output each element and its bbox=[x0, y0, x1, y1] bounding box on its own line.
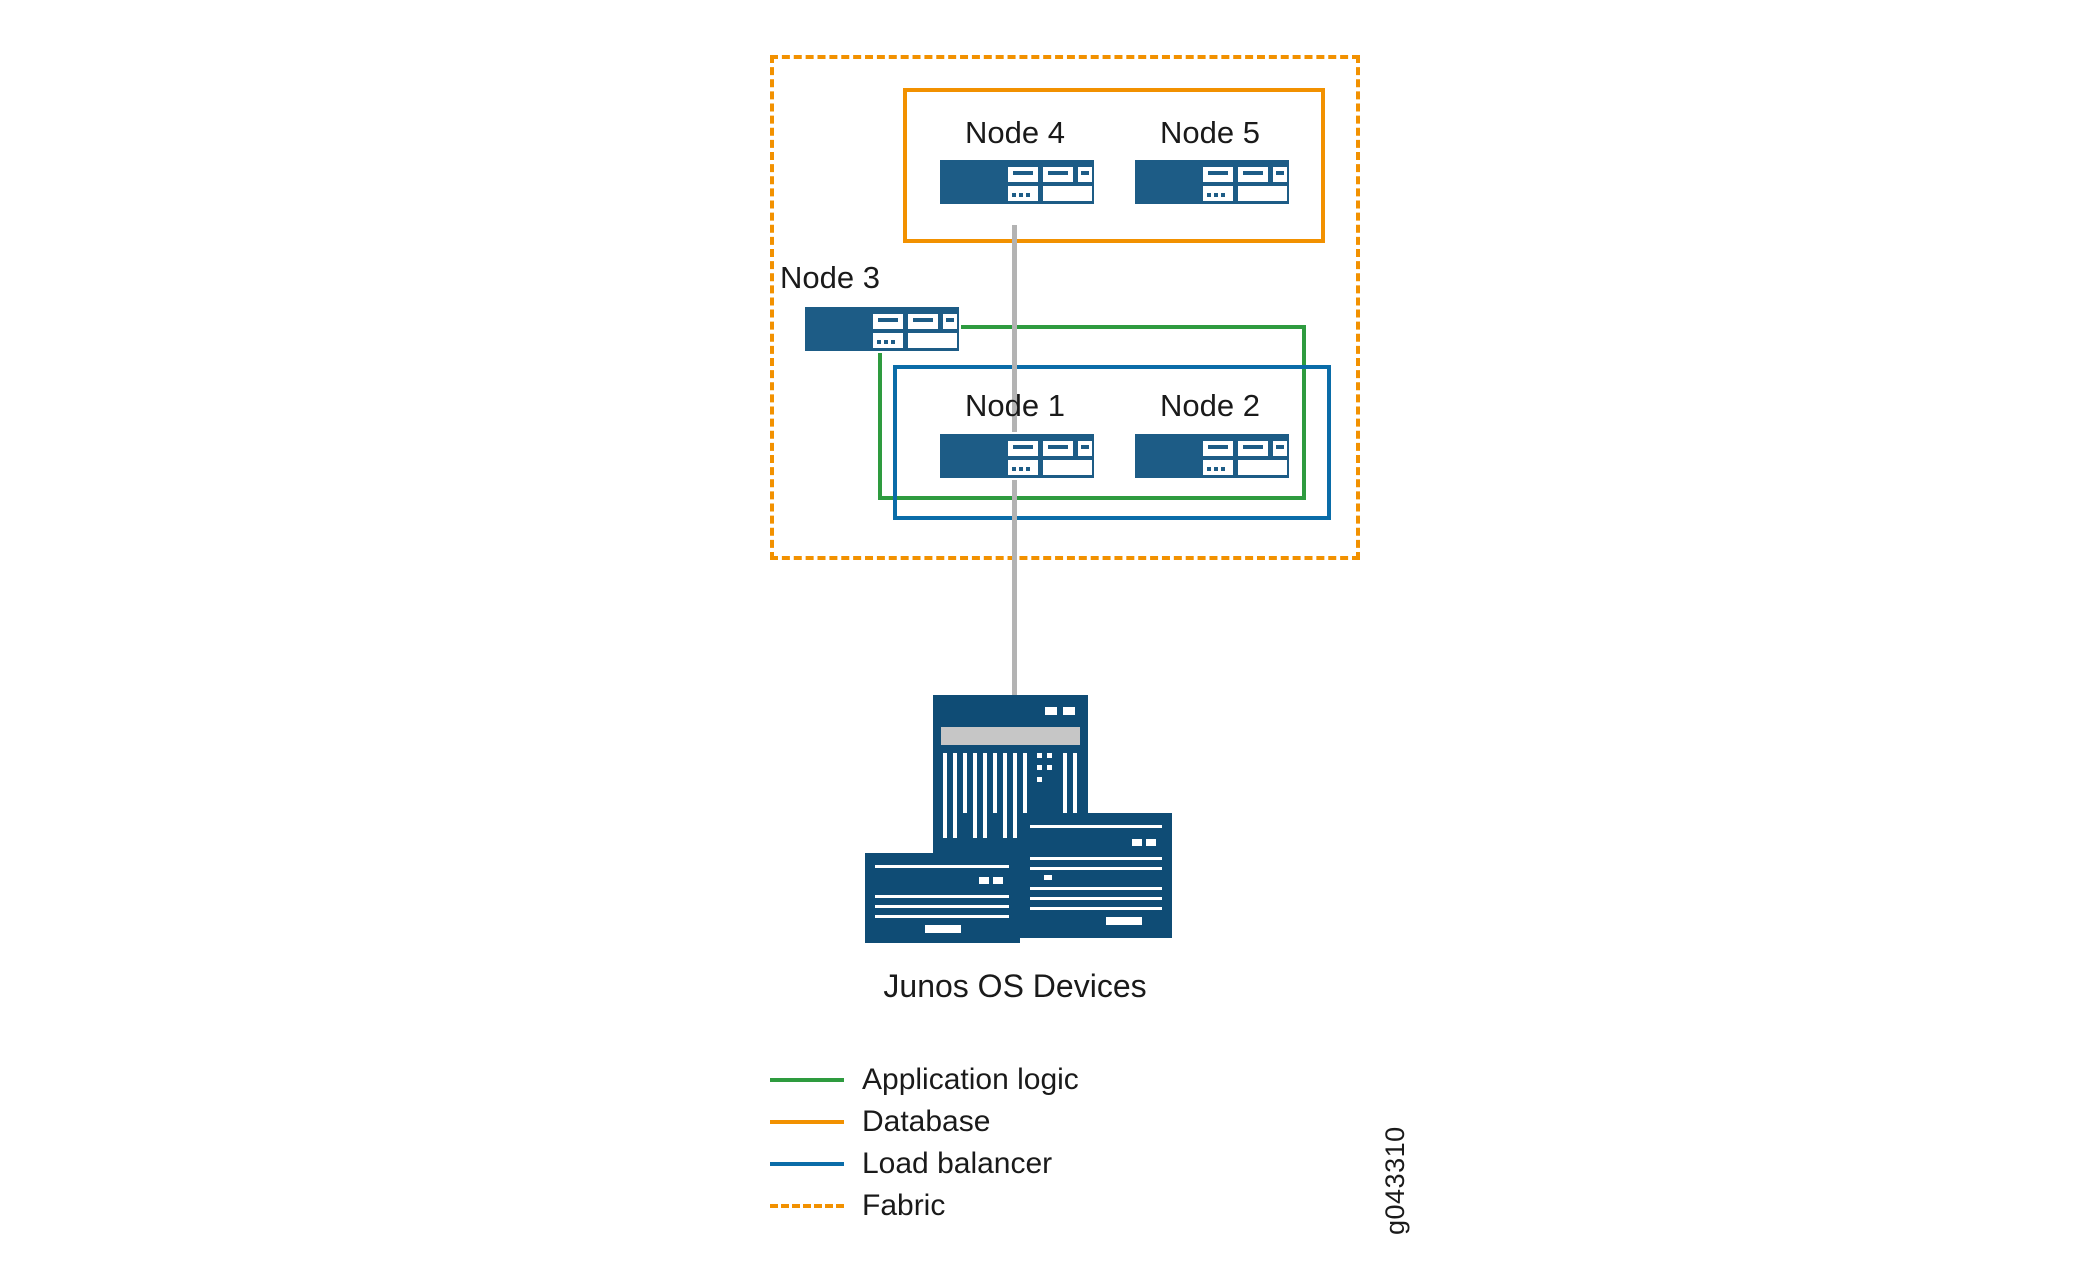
node-label-node1: Node 1 bbox=[965, 388, 1065, 423]
node-label-node3: Node 3 bbox=[780, 260, 880, 295]
legend-swatch-load-balancer bbox=[770, 1162, 844, 1166]
legend-label-load-balancer: Load balancer bbox=[862, 1147, 1053, 1180]
junos-devices-group bbox=[865, 695, 1165, 955]
node-label-node4: Node 4 bbox=[965, 115, 1065, 150]
server-icon-node3 bbox=[803, 305, 961, 353]
node-label-node5: Node 5 bbox=[1160, 115, 1260, 150]
legend-item-application-logic bbox=[770, 1060, 1079, 1100]
legend-label-fabric: Fabric bbox=[862, 1189, 946, 1222]
server-icon-node5 bbox=[1133, 158, 1291, 206]
legend-swatch-database bbox=[770, 1120, 844, 1124]
junos-devices-caption: Junos OS Devices bbox=[883, 968, 1147, 1004]
junos-router-icon-right bbox=[1020, 813, 1172, 938]
legend-label-application-logic: Application logic bbox=[862, 1063, 1079, 1096]
legend-item-fabric bbox=[770, 1186, 945, 1226]
legend-swatch-application-logic bbox=[770, 1078, 844, 1082]
figure-id-label: g043310 bbox=[1380, 1126, 1410, 1235]
legend-swatch-fabric bbox=[770, 1204, 844, 1208]
legend-label-database: Database bbox=[862, 1105, 991, 1138]
server-icon-node1 bbox=[938, 432, 1096, 480]
node-label-node2: Node 2 bbox=[1160, 388, 1260, 423]
server-icon-node4 bbox=[938, 158, 1096, 206]
junos-router-icon-left bbox=[865, 853, 1020, 943]
legend-item-database bbox=[770, 1102, 990, 1142]
server-icon-node2 bbox=[1133, 432, 1291, 480]
legend-item-load-balancer bbox=[770, 1144, 1052, 1184]
